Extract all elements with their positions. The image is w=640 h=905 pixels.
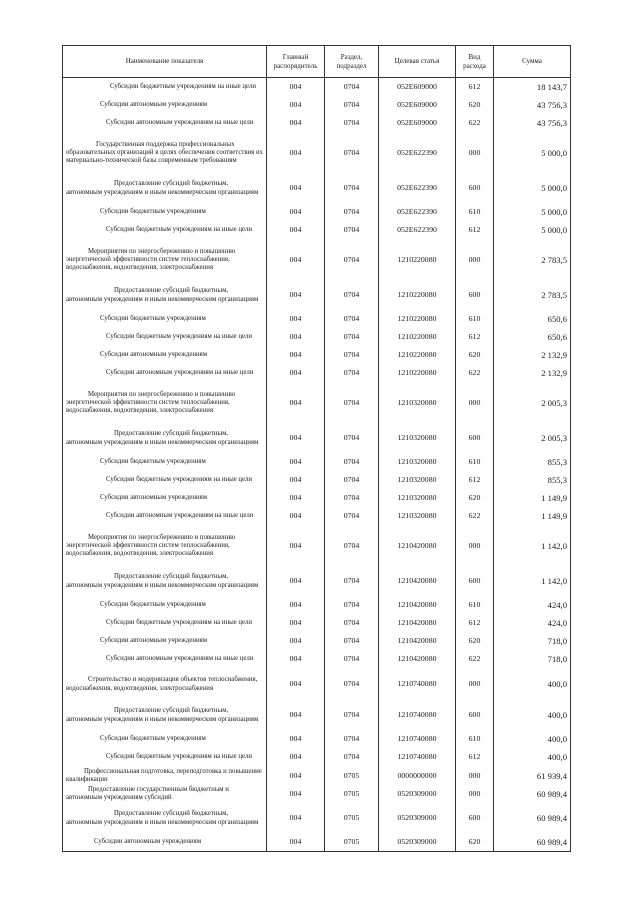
row-vid: 000 [456,526,494,566]
row-article: 0000000000 [379,767,456,785]
row-name: Субсидии бюджетным учреждениям [63,731,267,748]
row-gr: 004 [267,650,325,669]
row-sum: 2 783,5 [494,240,571,280]
row-sum: 1 142,0 [494,526,571,566]
row-sum: 424,0 [494,597,571,614]
table-row [63,240,571,280]
header-vid [456,46,494,78]
table-row [63,471,571,490]
row-name: Субсидии бюджетным учреждениям на иные цели [63,471,267,490]
row-name: Предоставление субсидий бюджетным, автономным учреждениям и иным некоммерческим организациям [63,280,267,311]
table-row [63,204,571,221]
row-sum: 60 989,4 [494,785,571,803]
row-razdel: 0704 [325,597,379,614]
table-row [63,490,571,507]
row-sum: 2 005,3 [494,423,571,454]
table-row [63,731,571,748]
row-vid: 600 [456,173,494,204]
row-sum: 5 000,0 [494,173,571,204]
row-name: Предоставление субсидий бюджетным, автономным учреждениям и иным некоммерческим организациям [63,173,267,204]
row-razdel: 0704 [325,78,379,98]
row-name: Субсидии автономным учреждениям [63,834,267,852]
table-row [63,423,571,454]
row-gr: 004 [267,311,325,328]
row-gr: 004 [267,383,325,423]
row-article: 1210420080 [379,526,456,566]
table-row [63,834,571,852]
table-row [63,328,571,347]
row-name: Субсидии бюджетным учреждениям на иные цели [63,748,267,767]
row-vid: 610 [456,597,494,614]
row-gr: 004 [267,133,325,173]
row-name: Субсидии автономным учреждениям на иные цели [63,364,267,383]
row-article: 0520309000 [379,834,456,852]
row-sum: 2 783,5 [494,280,571,311]
row-article: 1210420080 [379,597,456,614]
row-vid: 612 [456,328,494,347]
row-razdel: 0704 [325,240,379,280]
row-sum: 1 149,9 [494,507,571,526]
row-article: 1210320080 [379,454,456,471]
row-name: Предоставление субсидий бюджетным, автономным учреждениям и иным некоммерческим организациям [63,803,267,834]
row-sum: 650,6 [494,311,571,328]
row-razdel: 0704 [325,614,379,633]
row-gr: 004 [267,471,325,490]
row-name: Субсидии бюджетным учреждениям [63,454,267,471]
row-razdel: 0704 [325,328,379,347]
row-gr: 004 [267,173,325,204]
row-razdel: 0704 [325,507,379,526]
row-sum: 1 149,9 [494,490,571,507]
row-vid: 610 [456,204,494,221]
row-vid: 610 [456,731,494,748]
row-razdel: 0705 [325,785,379,803]
row-gr: 004 [267,454,325,471]
table-row [63,97,571,114]
row-sum: 60 989,4 [494,803,571,834]
row-sum: 2 132,9 [494,347,571,364]
row-sum: 18 143,7 [494,78,571,98]
row-razdel: 0704 [325,650,379,669]
row-vid: 620 [456,347,494,364]
row-gr: 004 [267,669,325,700]
header-sum: Сумма [494,46,571,78]
row-razdel: 0704 [325,748,379,767]
row-gr: 004 [267,700,325,731]
row-razdel: 0704 [325,97,379,114]
row-gr: 004 [267,633,325,650]
row-gr: 004 [267,785,325,803]
row-vid: 600 [456,423,494,454]
row-article: 1210740080 [379,669,456,700]
row-razdel: 0704 [325,114,379,133]
row-article: 1210320080 [379,471,456,490]
table-row [63,114,571,133]
row-sum: 855,3 [494,471,571,490]
row-razdel: 0704 [325,383,379,423]
row-vid: 000 [456,669,494,700]
row-article: 1210320080 [379,490,456,507]
row-sum: 424,0 [494,614,571,633]
row-name: Государственная поддержка профессиональных образовательных организаций в целях обеспечения соответствия их материально-технической базы современным требованиям [63,133,267,173]
row-razdel: 0704 [325,633,379,650]
table-row [63,597,571,614]
row-article: 052Е609000 [379,78,456,98]
row-gr: 004 [267,614,325,633]
row-razdel: 0705 [325,834,379,852]
header-razdel-line1: Раздел, [340,52,363,61]
row-article: 1210740080 [379,700,456,731]
row-vid: 000 [456,383,494,423]
row-gr: 004 [267,731,325,748]
row-gr: 004 [267,803,325,834]
header-article: Целевая статья [379,46,456,78]
row-razdel: 0704 [325,454,379,471]
row-vid: 620 [456,490,494,507]
row-article: 1210420080 [379,566,456,597]
row-gr: 004 [267,97,325,114]
row-razdel: 0704 [325,731,379,748]
row-name: Субсидии бюджетным учреждениям [63,204,267,221]
row-sum: 650,6 [494,328,571,347]
table-row [63,767,571,785]
row-article: 1210740080 [379,748,456,767]
row-name: Субсидии автономным учреждениям на иные цели [63,507,267,526]
row-name: Предоставление государственным бюджетным и автономным учреждениям субсидий [63,785,267,803]
row-name: Субсидии автономным учреждениям [63,347,267,364]
row-sum: 718,0 [494,633,571,650]
row-vid: 622 [456,114,494,133]
row-sum: 400,0 [494,700,571,731]
row-vid: 612 [456,614,494,633]
row-name: Субсидии автономным учреждениям [63,633,267,650]
row-sum: 60 989,4 [494,834,571,852]
row-gr: 004 [267,526,325,566]
row-sum: 5 000,0 [494,221,571,240]
row-article: 1210420080 [379,633,456,650]
row-article: 1210740080 [379,731,456,748]
row-article: 1210420080 [379,650,456,669]
row-sum: 43 756,3 [494,114,571,133]
row-razdel: 0704 [325,423,379,454]
header-vid-line2: расхода [463,61,486,70]
row-gr: 004 [267,507,325,526]
row-name: Субсидии бюджетным учреждениям на иные цели [63,614,267,633]
row-vid: 620 [456,834,494,852]
row-vid: 000 [456,785,494,803]
row-vid: 612 [456,471,494,490]
row-sum: 61 939,4 [494,767,571,785]
table-row [63,633,571,650]
row-gr: 004 [267,280,325,311]
row-name: Субсидии бюджетным учреждениям [63,311,267,328]
row-razdel: 0704 [325,133,379,173]
row-vid: 612 [456,748,494,767]
row-vid: 612 [456,221,494,240]
row-article: 1210220080 [379,240,456,280]
row-razdel: 0705 [325,767,379,785]
table-body [63,78,571,852]
row-razdel: 0704 [325,669,379,700]
row-name: Субсидии автономным учреждениям [63,97,267,114]
row-gr: 004 [267,834,325,852]
row-article: 1210220080 [379,364,456,383]
row-vid: 610 [456,311,494,328]
row-vid: 000 [456,133,494,173]
row-sum: 1 142,0 [494,566,571,597]
row-vid: 622 [456,507,494,526]
row-article: 052Е622390 [379,221,456,240]
row-name: Строительство и модернизация объектов теплоснабжения, водоснабжения, водоотведения, электроснабжения [63,669,267,700]
row-article: 1210320080 [379,507,456,526]
row-gr: 004 [267,221,325,240]
row-name: Профессиональная подготовка, переподготовка и повышение квалификации [63,767,267,785]
row-sum: 2 005,3 [494,383,571,423]
row-article: 052Е622390 [379,204,456,221]
table-row [63,566,571,597]
budget-document [62,45,570,852]
row-vid: 600 [456,700,494,731]
row-sum: 2 132,9 [494,364,571,383]
row-name: Предоставление субсидий бюджетным, автономным учреждениям и иным некоммерческим организациям [63,566,267,597]
row-name: Субсидии бюджетным учреждениям на иные цели [63,78,267,98]
row-vid: 000 [456,240,494,280]
row-razdel: 0704 [325,490,379,507]
row-sum: 43 756,3 [494,97,571,114]
row-vid: 620 [456,97,494,114]
row-article: 1210220080 [379,347,456,364]
table-row [63,364,571,383]
row-razdel: 0704 [325,280,379,311]
row-name: Субсидии автономным учреждениям на иные цели [63,650,267,669]
row-article: 052Е609000 [379,97,456,114]
row-gr: 004 [267,114,325,133]
row-sum: 5 000,0 [494,204,571,221]
row-gr: 004 [267,364,325,383]
row-razdel: 0704 [325,700,379,731]
row-gr: 004 [267,78,325,98]
row-name: Предоставление субсидий бюджетным, автономным учреждениям и иным некоммерческим организациям [63,423,267,454]
row-article: 0520309000 [379,803,456,834]
row-razdel: 0704 [325,311,379,328]
row-vid: 620 [456,633,494,650]
table-row [63,526,571,566]
row-razdel: 0704 [325,364,379,383]
row-article: 0520309000 [379,785,456,803]
row-gr: 004 [267,204,325,221]
row-name: Мероприятия по энергосбережению и повышению энергетической эффективности систем теплоснабжения, водоснабжения, водоотведения, электроснабжения [63,526,267,566]
row-article: 1210220080 [379,328,456,347]
table-row [63,454,571,471]
row-gr: 004 [267,597,325,614]
row-gr: 004 [267,767,325,785]
row-vid: 622 [456,364,494,383]
header-gr-line2: распорядитель [273,61,318,70]
table-row [63,614,571,633]
row-vid: 612 [456,78,494,98]
row-sum: 400,0 [494,748,571,767]
table-row [63,280,571,311]
header-gr-line1: Главный [282,52,309,61]
row-name: Субсидии автономным учреждениям [63,490,267,507]
table-header [63,46,571,78]
row-sum: 400,0 [494,669,571,700]
row-name: Субсидии бюджетным учреждениям на иные цели [63,328,267,347]
row-article: 1210220080 [379,311,456,328]
row-name: Мероприятия по энергосбережению и повышению энергетической эффективности систем теплоснабжения, водоснабжения, водоотведения, электроснабжения [63,383,267,423]
row-razdel: 0704 [325,173,379,204]
row-article: 052Е609000 [379,114,456,133]
table-row [63,347,571,364]
row-gr: 004 [267,240,325,280]
header-name: Наименование показателя [63,46,267,78]
row-vid: 600 [456,566,494,597]
row-article: 1210320080 [379,383,456,423]
table-row [63,669,571,700]
row-name: Субсидии бюджетным учреждениям [63,597,267,614]
row-article: 1210320080 [379,423,456,454]
header-razdel-line2: подраздел [336,61,367,70]
table-row [63,221,571,240]
header-vid-line1: Вид [468,52,481,61]
row-sum: 5 000,0 [494,133,571,173]
row-article: 1210420080 [379,614,456,633]
row-gr: 004 [267,347,325,364]
row-gr: 004 [267,566,325,597]
row-razdel: 0704 [325,471,379,490]
row-vid: 610 [456,454,494,471]
table-row [63,133,571,173]
row-vid: 000 [456,767,494,785]
row-razdel: 0704 [325,347,379,364]
row-name: Субсидии автономным учреждениям на иные цели [63,114,267,133]
row-razdel: 0704 [325,566,379,597]
table-row [63,383,571,423]
row-razdel: 0704 [325,204,379,221]
row-article: 052Е622390 [379,133,456,173]
row-razdel: 0705 [325,803,379,834]
row-name: Субсидии бюджетным учреждениям на иные цели [63,221,267,240]
row-razdel: 0704 [325,221,379,240]
row-vid: 622 [456,650,494,669]
table-row [63,650,571,669]
row-gr: 004 [267,423,325,454]
row-razdel: 0704 [325,526,379,566]
row-vid: 600 [456,803,494,834]
table-row [63,700,571,731]
table-row [63,311,571,328]
header-gr [267,46,325,78]
row-gr: 004 [267,490,325,507]
row-sum: 855,3 [494,454,571,471]
table-row [63,507,571,526]
row-article: 1210220080 [379,280,456,311]
row-article: 052Е622390 [379,173,456,204]
table-row [63,803,571,834]
row-vid: 600 [456,280,494,311]
row-sum: 718,0 [494,650,571,669]
table-row [63,173,571,204]
header-razdel [325,46,379,78]
row-sum: 400,0 [494,731,571,748]
table-row [63,78,571,98]
table-row [63,748,571,767]
row-name: Мероприятия по энергосбережению и повышению энергетической эффективности систем теплоснабжения, водоснабжения, водоотведения, электроснабжения [63,240,267,280]
table-row [63,785,571,803]
row-gr: 004 [267,328,325,347]
budget-table [62,45,571,852]
row-gr: 004 [267,748,325,767]
row-name: Предоставление субсидий бюджетным, автономным учреждениям и иным некоммерческим организациям [63,700,267,731]
